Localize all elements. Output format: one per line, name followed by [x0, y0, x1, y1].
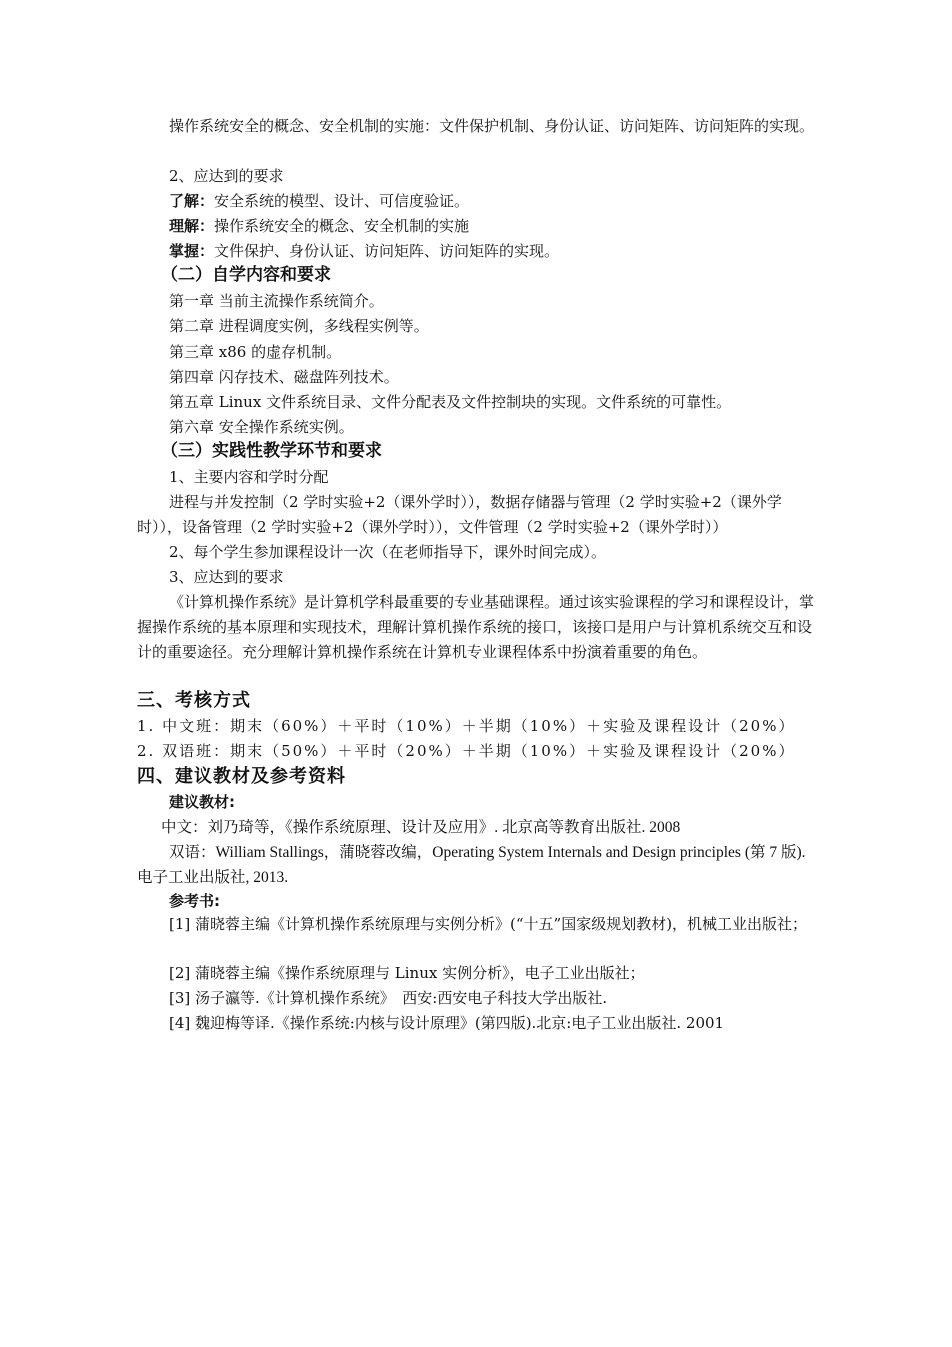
understand-label: 了解： [169, 192, 215, 210]
comprehend-text: 操作系统安全的概念、安全机制的实施 [214, 217, 470, 235]
understand-line [137, 189, 817, 214]
reference-item: [3] 汤子瀛等.《计算机操作系统》 西安:西安电子科技大学出版社. [169, 989, 608, 1007]
assessment-line-1: 1. 中文班：期末（60%）＋平时（10%）＋半期（10%）＋实验及课程设计（20%） [137, 717, 796, 735]
reference-item: [1] 蒲晓蓉主编《计算机操作系统原理与实例分析》(“十五”国家级规划教材)，机械工业出版社； [169, 915, 808, 933]
comprehend-line [137, 214, 817, 239]
master-text: 文件保护、身份认证、访问矩阵、访问矩阵的实现。 [214, 242, 560, 260]
selfstudy-item: 第二章 进程调度实例，多线程实例等。 [169, 317, 429, 335]
reference-item: [4] 魏迎梅等译.《操作系统:内核与设计原理》(第四版).北京:电子工业出版社. 2001 [169, 1014, 725, 1032]
selfstudy-item: 第一章 当前主流操作系统简介。 [169, 292, 384, 310]
assessment-line-2: 2. 双语班：期末（50%）＋平时（20%）＋半期（10%）＋实验及课程设计（20%） [137, 742, 796, 760]
assessment-heading: 三、考核方式 [137, 690, 251, 711]
practice-item-1-text: 进程与并发控制（2 学时实验+2（课外学时）），数据存储器与管理（2 学时实验+2（课外学时）），设备管理（2 学时实验+2（课外学时）），文件管理（2 学时实验+2（课外学时）） [137, 493, 782, 536]
references-label: 参考书: [169, 892, 220, 910]
master-line [137, 239, 817, 264]
practice-heading: （三）实践性教学环节和要求 [161, 441, 382, 461]
comprehend-label: 理解： [169, 217, 215, 235]
requirements-heading: 2、应达到的要求 [169, 167, 284, 185]
selfstudy-item: 第五章 Linux 文件系统目录、文件分配表及文件控制块的实现。文件系统的可靠性。 [169, 393, 732, 411]
practice-item-3-text: 《计算机操作系统》是计算机学科最重要的专业基础课程。通过该实验课程的学习和课程设计，掌握操作系统的基本原理和实现技术，理解计算机操作系统的接口，该接口是用户与计算机系统交互和设计的重要途径。充分理解计算机操作系统在计算机专业课程体系中扮演着重要的角色。 [137, 593, 815, 661]
selfstudy-item: 第六章 安全操作系统实例。 [169, 418, 354, 436]
practice-item-1: 1、主要内容和学时分配 [169, 468, 329, 486]
textbook-chinese: 中文：刘乃琦等，《操作系统原理、设计及应用》. 北京高等教育出版社. 2008 [161, 819, 681, 836]
master-label: 掌握： [169, 242, 215, 260]
textbook-label: 建议教材: [169, 793, 235, 811]
materials-heading: 四、建议教材及参考资料 [137, 766, 346, 787]
reference-item: [2] 蒲晓蓉主编《操作系统原理与 Linux 实例分析》，电子工业出版社； [169, 964, 645, 982]
selfstudy-heading: （二）自学内容和要求 [161, 265, 331, 285]
practice-item-2: 2、每个学生参加课程设计一次（在老师指导下，课外时间完成）。 [169, 543, 607, 561]
practice-item-3: 3、应达到的要求 [169, 568, 284, 586]
security-content-paragraph: 操作系统安全的概念、安全机制的实施：文件保护机制、身份认证、访问矩阵、访问矩阵的实现。 [169, 117, 815, 135]
selfstudy-item: 第三章 x86 的虚存机制。 [169, 343, 342, 361]
textbook-bilingual: 双语：William Stallings，蒲晓蓉改编，Operating System Internals and Design principles (第 7 版). 电子工业出版社, 2013. [137, 844, 806, 886]
selfstudy-item: 第四章 闪存技术、磁盘阵列技术。 [169, 368, 399, 386]
understand-text: 安全系统的模型、设计、可信度验证。 [214, 192, 470, 210]
